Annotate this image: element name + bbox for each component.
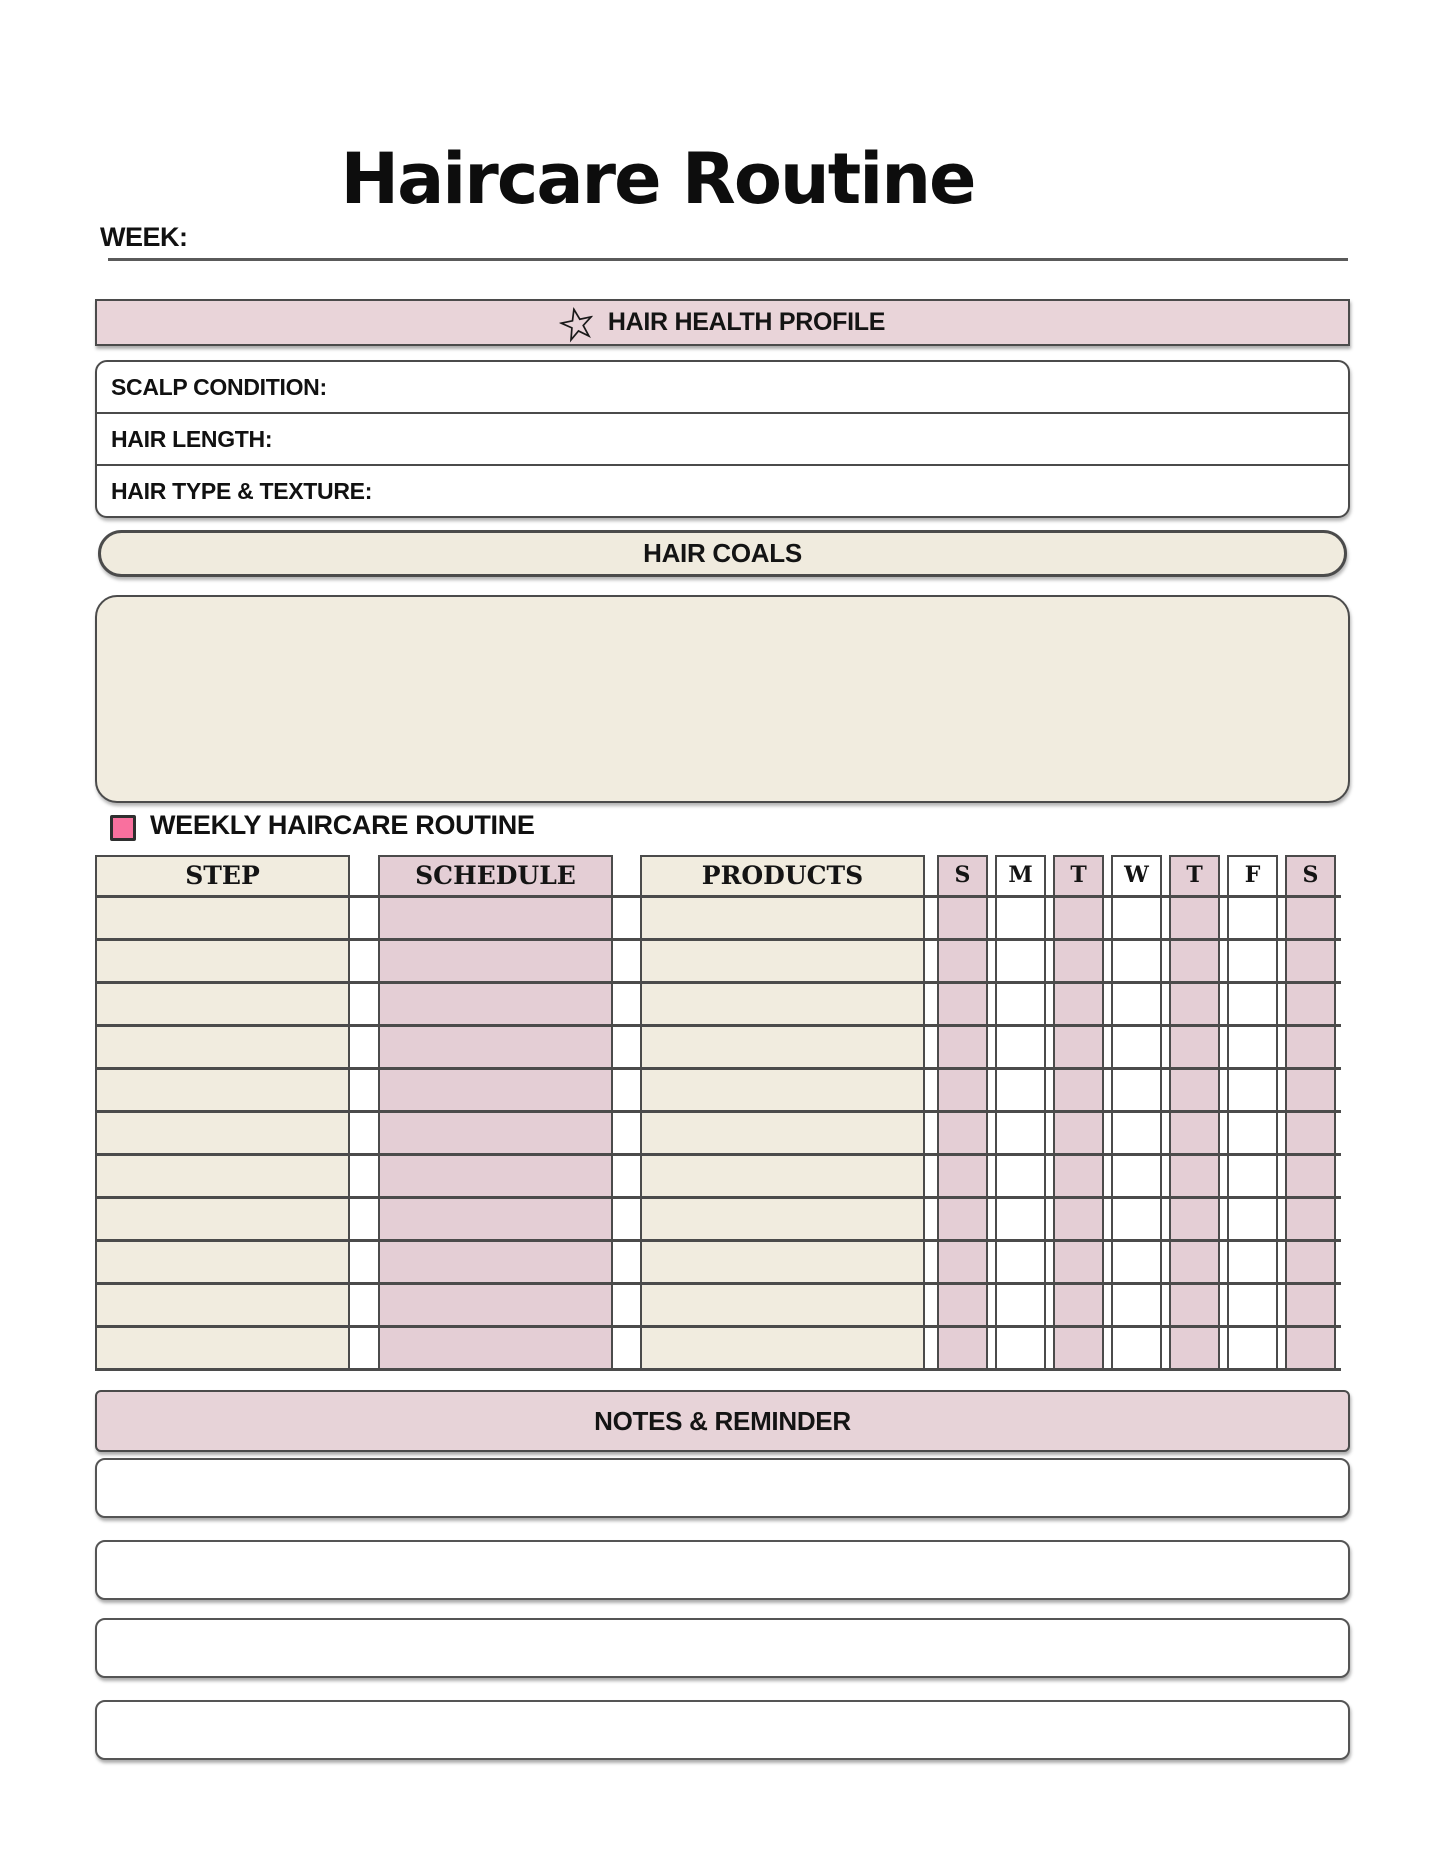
hair-health-profile-box (95, 360, 1350, 518)
hair-goals-header (98, 530, 1347, 577)
weekly-routine-section-label: WEEKLY HAIRCARE ROUTINE (150, 810, 535, 840)
column-step (95, 855, 350, 1371)
hair-type-texture-value[interactable] (372, 466, 1348, 516)
column-day-4 (1169, 855, 1220, 1371)
column-header-day-5: F (1244, 862, 1261, 888)
row-divider (95, 1196, 1341, 1199)
note-box[interactable] (95, 1458, 1350, 1518)
hair-health-profile-header (95, 299, 1350, 346)
column-header-day-0: S (954, 862, 971, 888)
scalp-condition-label: SCALP CONDITION: (111, 373, 327, 400)
week-label: WEEK: (100, 222, 188, 252)
notes-reminder-header (95, 1390, 1350, 1452)
column-day-2 (1053, 855, 1104, 1371)
column-schedule (378, 855, 613, 1371)
hair-goals-input-area[interactable] (95, 595, 1350, 803)
column-day-3 (1111, 855, 1162, 1371)
column-header-day-1: M (1008, 862, 1033, 888)
row-divider (95, 1153, 1341, 1156)
column-header-day-6: S (1302, 862, 1319, 888)
pink-square-icon (110, 815, 136, 841)
scalp-condition-value[interactable] (327, 362, 1348, 412)
column-day-1 (995, 855, 1046, 1371)
row-divider (95, 1024, 1341, 1027)
hair-health-profile-label: HAIR HEALTH PROFILE (607, 308, 886, 336)
hair-type-texture-label: HAIR TYPE & TEXTURE: (111, 477, 373, 504)
note-box[interactable] (95, 1540, 1350, 1600)
routine-table (95, 855, 1348, 1371)
column-day-6 (1285, 855, 1336, 1371)
column-header-schedule: SCHEDULE (415, 860, 576, 890)
column-header-day-2: T (1070, 862, 1087, 888)
star-outline-icon (557, 303, 597, 343)
note-box[interactable] (95, 1618, 1350, 1678)
column-header-day-3: W (1124, 862, 1149, 888)
row-divider (95, 938, 1341, 941)
column-header-day-4: T (1186, 862, 1203, 888)
column-day-0 (937, 855, 988, 1371)
hair-type-texture-row (97, 466, 1348, 516)
row-divider (95, 1325, 1341, 1328)
column-day-5 (1227, 855, 1278, 1371)
column-products (640, 855, 925, 1371)
row-divider (95, 1110, 1341, 1113)
row-divider (95, 895, 1341, 898)
scalp-condition-row (97, 362, 1348, 414)
column-header-step: STEP (185, 860, 260, 890)
week-input-line[interactable] (108, 258, 1348, 261)
page-title: Haircare Routine (340, 138, 975, 220)
row-divider (95, 1239, 1341, 1242)
hair-length-label: HAIR LENGTH: (111, 425, 273, 452)
row-divider (95, 1368, 1341, 1371)
hair-goals-label: HAIR COALS (643, 538, 802, 568)
row-divider (95, 1282, 1341, 1285)
row-divider (95, 1067, 1341, 1070)
column-header-products: PRODUCTS (701, 860, 864, 890)
hair-length-value[interactable] (272, 414, 1348, 464)
hair-length-row (97, 414, 1348, 466)
row-divider (95, 981, 1341, 984)
notes-reminder-label: NOTES & REMINDER (594, 1405, 851, 1436)
note-box[interactable] (95, 1700, 1350, 1760)
